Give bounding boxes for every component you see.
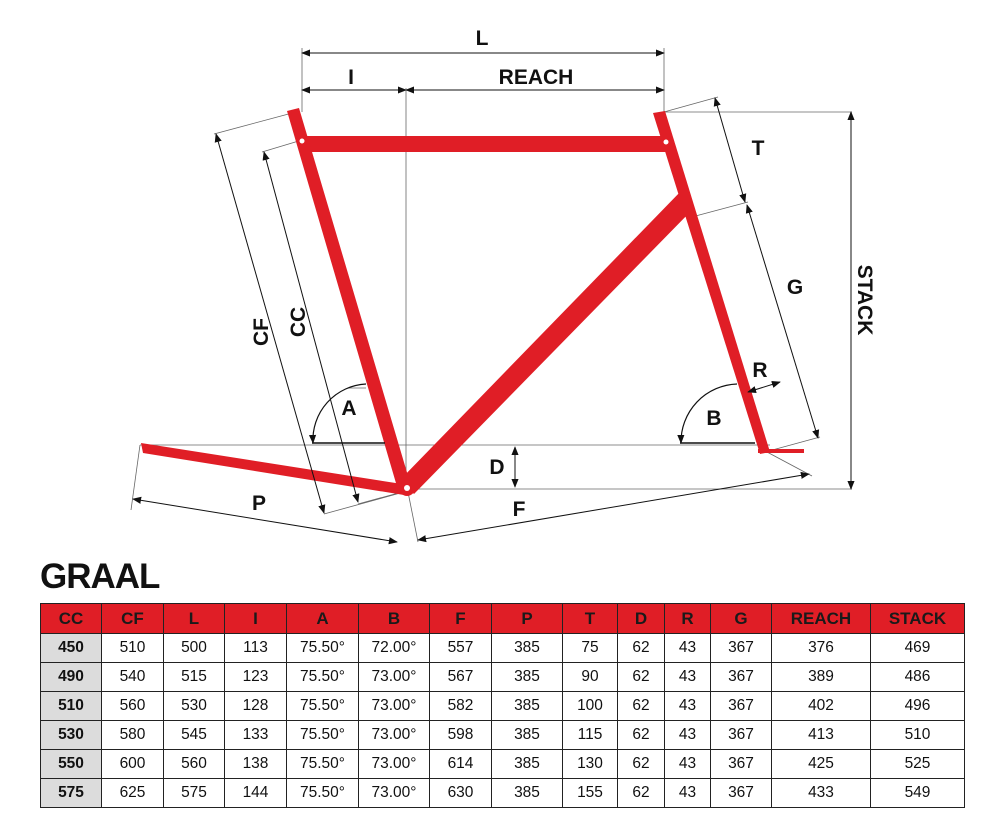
table-cell: 62 [618, 750, 665, 779]
label-G: G [786, 276, 804, 299]
table-cell: 367 [711, 663, 772, 692]
table-cell: 144 [225, 779, 287, 808]
table-cell: 496 [871, 692, 965, 721]
column-header-cc: CC [41, 604, 102, 634]
label-A: A [341, 397, 357, 420]
table-cell: 385 [492, 692, 563, 721]
table-cell: 540 [102, 663, 164, 692]
label-P: P [251, 492, 267, 515]
table-cell: 367 [711, 779, 772, 808]
table-cell: 73.00° [359, 721, 430, 750]
size-cell: 510 [41, 692, 102, 721]
label-CC: CC [287, 306, 310, 338]
table-cell: 385 [492, 663, 563, 692]
table-cell: 549 [871, 779, 965, 808]
label-F: F [512, 498, 526, 521]
table-cell: 545 [164, 721, 225, 750]
label-L: L [475, 27, 489, 50]
size-cell: 490 [41, 663, 102, 692]
table-cell: 62 [618, 663, 665, 692]
table-cell: 73.00° [359, 779, 430, 808]
table-cell: 75 [563, 634, 618, 663]
label-CF: CF [250, 318, 273, 346]
table-cell: 75.50° [287, 750, 359, 779]
table-cell: 598 [430, 721, 492, 750]
table-cell: 115 [563, 721, 618, 750]
label-B: B [706, 407, 722, 430]
table-cell: 560 [164, 750, 225, 779]
table-cell: 138 [225, 750, 287, 779]
column-header-a: A [287, 604, 359, 634]
table-row [41, 721, 965, 750]
column-header-cf: CF [102, 604, 164, 634]
size-cell: 575 [41, 779, 102, 808]
table-cell: 367 [711, 750, 772, 779]
table-cell: 515 [164, 663, 225, 692]
table-cell: 530 [164, 692, 225, 721]
table-cell: 580 [102, 721, 164, 750]
table-row [41, 692, 965, 721]
label-R: R [752, 359, 768, 382]
label-reach: REACH [498, 66, 574, 89]
down-tube [400, 190, 694, 494]
table-cell: 600 [102, 750, 164, 779]
size-cell: 450 [41, 634, 102, 663]
table-cell: 123 [225, 663, 287, 692]
table-cell: 385 [492, 779, 563, 808]
table-cell: 575 [164, 779, 225, 808]
table-cell: 500 [164, 634, 225, 663]
table-cell: 43 [665, 750, 711, 779]
table-cell: 73.00° [359, 663, 430, 692]
table-cell: 43 [665, 779, 711, 808]
table-cell: 75.50° [287, 721, 359, 750]
column-header-p: P [492, 604, 563, 634]
table-cell: 62 [618, 692, 665, 721]
table-cell: 469 [871, 634, 965, 663]
column-header-g: G [711, 604, 772, 634]
column-header-i: I [225, 604, 287, 634]
table-cell: 367 [711, 634, 772, 663]
column-header-l: L [164, 604, 225, 634]
table-cell: 75.50° [287, 634, 359, 663]
geometry-table [40, 603, 965, 808]
label-T: T [751, 137, 765, 160]
head-tube [653, 111, 770, 454]
table-header-row [41, 604, 965, 634]
table-cell: 385 [492, 750, 563, 779]
table-cell: 557 [430, 634, 492, 663]
table-cell: 402 [772, 692, 871, 721]
table-cell: 75.50° [287, 692, 359, 721]
bike-frame [141, 108, 804, 496]
chain-stay [141, 443, 404, 495]
size-cell: 550 [41, 750, 102, 779]
table-cell: 376 [772, 634, 871, 663]
table-cell: 73.00° [359, 692, 430, 721]
fork-end [758, 449, 804, 453]
label-stack: STACK [853, 264, 876, 336]
label-D: D [489, 456, 505, 479]
table-cell: 560 [102, 692, 164, 721]
table-row [41, 779, 965, 808]
table-cell: 128 [225, 692, 287, 721]
table-cell: 389 [772, 663, 871, 692]
table-cell: 73.00° [359, 750, 430, 779]
table-cell: 90 [563, 663, 618, 692]
table-cell: 425 [772, 750, 871, 779]
model-title: GRAAL [40, 557, 160, 596]
table-cell: 510 [102, 634, 164, 663]
table-cell: 510 [871, 721, 965, 750]
top-tube [300, 136, 668, 152]
seat-tube [287, 108, 411, 490]
table-cell: 625 [102, 779, 164, 808]
size-cell: 530 [41, 721, 102, 750]
table-cell: 614 [430, 750, 492, 779]
table-cell: 100 [563, 692, 618, 721]
table-cell: 630 [430, 779, 492, 808]
table-cell: 62 [618, 634, 665, 663]
table-cell: 567 [430, 663, 492, 692]
column-header-d: D [618, 604, 665, 634]
table-row [41, 663, 965, 692]
column-header-r: R [665, 604, 711, 634]
table-cell: 367 [711, 721, 772, 750]
column-header-stack: STACK [871, 604, 965, 634]
table-cell: 155 [563, 779, 618, 808]
table-cell: 75.50° [287, 779, 359, 808]
table-cell: 72.00° [359, 634, 430, 663]
table-cell: 43 [665, 634, 711, 663]
table-cell: 413 [772, 721, 871, 750]
table-cell: 43 [665, 721, 711, 750]
column-header-b: B [359, 604, 430, 634]
table-cell: 75.50° [287, 663, 359, 692]
table-row [41, 750, 965, 779]
table-row [41, 634, 965, 663]
table-cell: 43 [665, 692, 711, 721]
table-cell: 433 [772, 779, 871, 808]
table-cell: 385 [492, 721, 563, 750]
table-cell: 130 [563, 750, 618, 779]
table-cell: 62 [618, 721, 665, 750]
table-cell: 113 [225, 634, 287, 663]
table-cell: 486 [871, 663, 965, 692]
table-cell: 385 [492, 634, 563, 663]
table-cell: 43 [665, 663, 711, 692]
label-I: I [348, 66, 354, 89]
table-cell: 582 [430, 692, 492, 721]
table-cell: 525 [871, 750, 965, 779]
column-header-reach: REACH [772, 604, 871, 634]
table-cell: 133 [225, 721, 287, 750]
table-cell: 367 [711, 692, 772, 721]
table-body [41, 634, 965, 808]
table-cell: 62 [618, 779, 665, 808]
column-header-f: F [430, 604, 492, 634]
column-header-t: T [563, 604, 618, 634]
